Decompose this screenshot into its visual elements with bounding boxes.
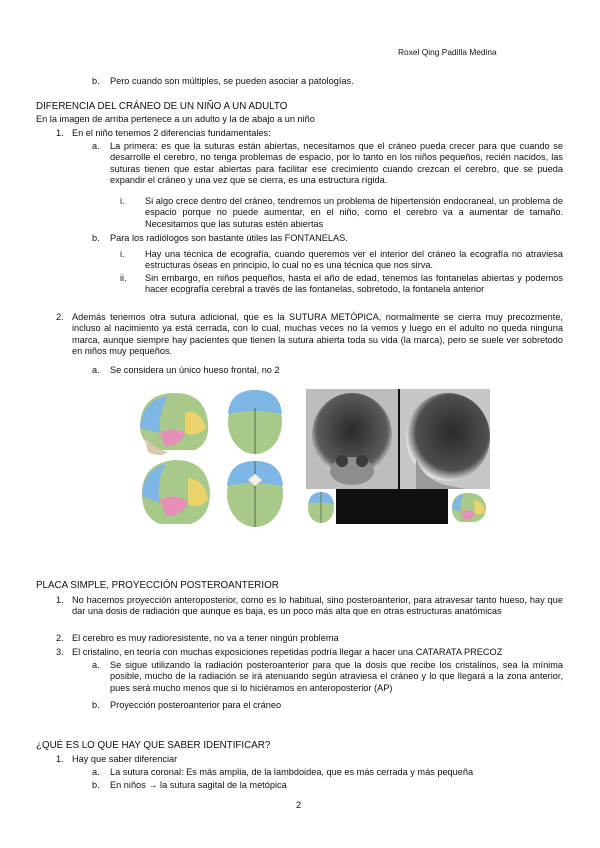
list-marker: ii. xyxy=(120,273,127,283)
page-number: 2 xyxy=(296,800,302,810)
paragraph-proyeccion: No hacemos proyección anteroposterior, como es lo habitual, sino posteroanterior, para atravesar tanto hueso, hay que dar una dosis de radiación que aunque es baja, es un poco más alta que en otras estructuras anatómicas xyxy=(72,595,563,617)
list-number: 2. xyxy=(56,633,64,643)
section-intro: En la imagen de arriba pertenece a un adulto y la de abajo a un niño xyxy=(36,114,315,124)
list-item-text: El cristalino, en teoría con muchas exposiciones repetidas podría llegar a hacer una CATARATA PRECOZ xyxy=(72,647,503,657)
xray-pa-view xyxy=(306,389,398,489)
list-marker: a. xyxy=(92,660,100,670)
paragraph-suturas-abiertas: La primera: es que la suturas están abiertas, necesitamos que el cráneo pueda crecer para que cuando se desarrolle el cerebro, no tenga problemas de espacio, por lo tanto en los niños pequeños, recién nacidos, las suturas tienen que estar abiertas para facilitar ese crecimiento cuando crezcan el cerebro, que se pueda expandir el cráneo y una vez que se cierra, es una estructura rígida. xyxy=(110,141,563,186)
list-item-text: Pero cuando son múltiples, se pueden asociar a patologías. xyxy=(110,76,354,86)
list-item-text: La sutura coronal: Es más amplia, de la lambdoidea, que es más cerrada y más pequeña xyxy=(110,767,474,777)
list-marker: b. xyxy=(92,233,100,243)
list-item-text: El cerebro es muy radioresistente, no va a tener ningún problema xyxy=(72,633,339,643)
paragraph-cristalino: Se sigue utilizando la radiación posteroanterior para que la dosis que recibe los cristalinos, sea la mínima posible, mucho de la radiación se irá atenuando según atraviesa el cráneo y lo que llegará a la zona anterior, pues será mucho menos que si lo hiciéramos en anteroposterior (AP) xyxy=(110,660,563,693)
paragraph-ecografia: Hay una técnica de ecografía, cuando queremos ver el interior del cráneo la ecografía no atraviesa estructuras óseas en principio, lo cual no es una técnica que nos sirva. xyxy=(145,249,563,271)
section-title-identificar: ¿QUÉ ES LO QUE HAY QUE SABER IDENTIFICAR? xyxy=(36,740,271,751)
skull-lateral-top xyxy=(140,393,208,455)
header-author: Roxel Qing Padilla Medina xyxy=(398,47,497,57)
xray-lateral-view xyxy=(400,389,490,489)
list-marker: a. xyxy=(92,141,100,151)
list-marker: b. xyxy=(92,76,100,86)
list-number: 1. xyxy=(56,754,64,764)
list-marker: a. xyxy=(92,365,100,375)
list-item-text: Se considera un único hueso frontal, no 2 xyxy=(110,365,280,375)
list-item-text: En niños → la sutura sagital de la metópica xyxy=(110,780,287,790)
list-number: 1. xyxy=(56,595,64,605)
list-marker: b. xyxy=(92,780,100,790)
skull-illustrations xyxy=(130,388,290,530)
skull-lateral-bottom xyxy=(142,460,210,524)
list-item-text: Hay que saber diferenciar xyxy=(72,754,178,764)
list-marker: i. xyxy=(120,196,125,206)
list-item-text: Para los radiólogos son bastante útiles las FONTANELAS. xyxy=(110,233,348,243)
skull-superior-top xyxy=(228,390,282,454)
paragraph-sutura-metopica: Además tenemos otra sutura adicional, que es la SUTURA METÓPICA, normalmente se cierra muy precozmente, incluso al nacimiento ya está cerrada, con lo cual, muchas veces no la vemos y luego en el adulto no queda ninguna marca, aunque siempre hay pacientes que tienen la sutura abierta toda su vida (la marca), pero se suele ver sobretodo en niños muy pequeños. xyxy=(72,312,563,357)
list-marker: a. xyxy=(92,767,100,777)
paragraph-hipertension: Si algo crece dentro del cráneo, tendremos un problema de hipertensión endocraneal, un problema de espacio porque no puede aumentar, en el niño, como el cerebro va a aumentar de tamaño. Necesitamos que las suturas estén abiertas xyxy=(145,196,563,229)
skull-superior-bottom xyxy=(227,461,283,527)
list-item-text: Proyección posteroanterior para el cráneo xyxy=(110,700,282,710)
list-number: 2. xyxy=(56,312,64,322)
skull-inset-left xyxy=(306,490,336,524)
paragraph-fontanelas: Sin embargo, en niños pequeños, hasta el año de edad, tenemos las fontanelas abiertas y podemos hacer ecografía cerebral a través de las fontanelas, sobretodo, la fontanela anterior xyxy=(145,273,563,295)
list-item-text: En el niño tenemos 2 diferencias fundamentales: xyxy=(72,128,271,138)
list-marker: i. xyxy=(120,249,125,259)
section-title-placa: PLACA SIMPLE, PROYECCIÓN POSTEROANTERIOR xyxy=(36,580,279,591)
skull-inset-right xyxy=(448,490,490,524)
list-marker: b. xyxy=(92,700,100,710)
list-number: 3. xyxy=(56,647,64,657)
section-title-craneo: DIFERENCIA DEL CRÁNEO DE UN NIÑO A UN ADULTO xyxy=(36,101,288,112)
list-number: 1. xyxy=(56,128,64,138)
